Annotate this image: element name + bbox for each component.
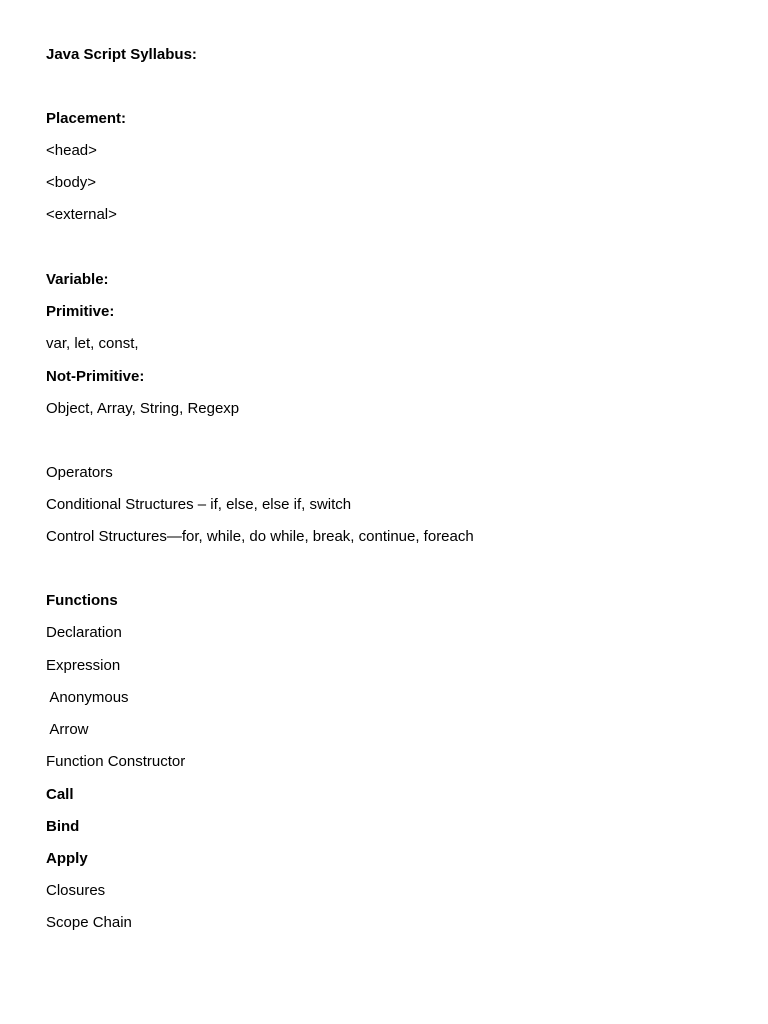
functions-heading: Functions <box>46 592 118 609</box>
document-title: Java Script Syllabus: <box>46 46 197 63</box>
function-item-declaration: Declaration <box>46 624 122 641</box>
function-item-expression: Expression <box>46 657 121 674</box>
function-item-call: Call <box>46 786 74 803</box>
non-primitive-items: Object, Array, String, Regexp <box>46 400 240 417</box>
primitive-heading: Primitive: <box>46 303 115 320</box>
placement-item-body: <body> <box>46 174 97 191</box>
function-item-arrow: Arrow <box>46 721 89 738</box>
function-item-bind: Bind <box>46 818 80 835</box>
function-item-constructor: Function Constructor <box>46 753 186 770</box>
primitive-items: var, let, const, <box>46 335 139 352</box>
variable-heading: Variable: <box>46 271 109 288</box>
function-item-anonymous: Anonymous <box>46 689 129 706</box>
function-item-apply: Apply <box>46 850 88 867</box>
function-item-scope-chain: Scope Chain <box>46 914 132 931</box>
placement-item-external: <external> <box>46 206 117 223</box>
operators-line: Operators <box>46 464 113 481</box>
conditional-structures-line: Conditional Structures – if, else, else if, switch <box>46 496 352 513</box>
non-primitive-heading: Not-Primitive: <box>46 368 145 385</box>
control-structures-line: Control Structures—for, while, do while, break, continue, foreach <box>46 528 474 545</box>
placement-heading: Placement: <box>46 110 127 127</box>
function-item-closures: Closures <box>46 882 106 899</box>
placement-item-head: <head> <box>46 142 97 159</box>
